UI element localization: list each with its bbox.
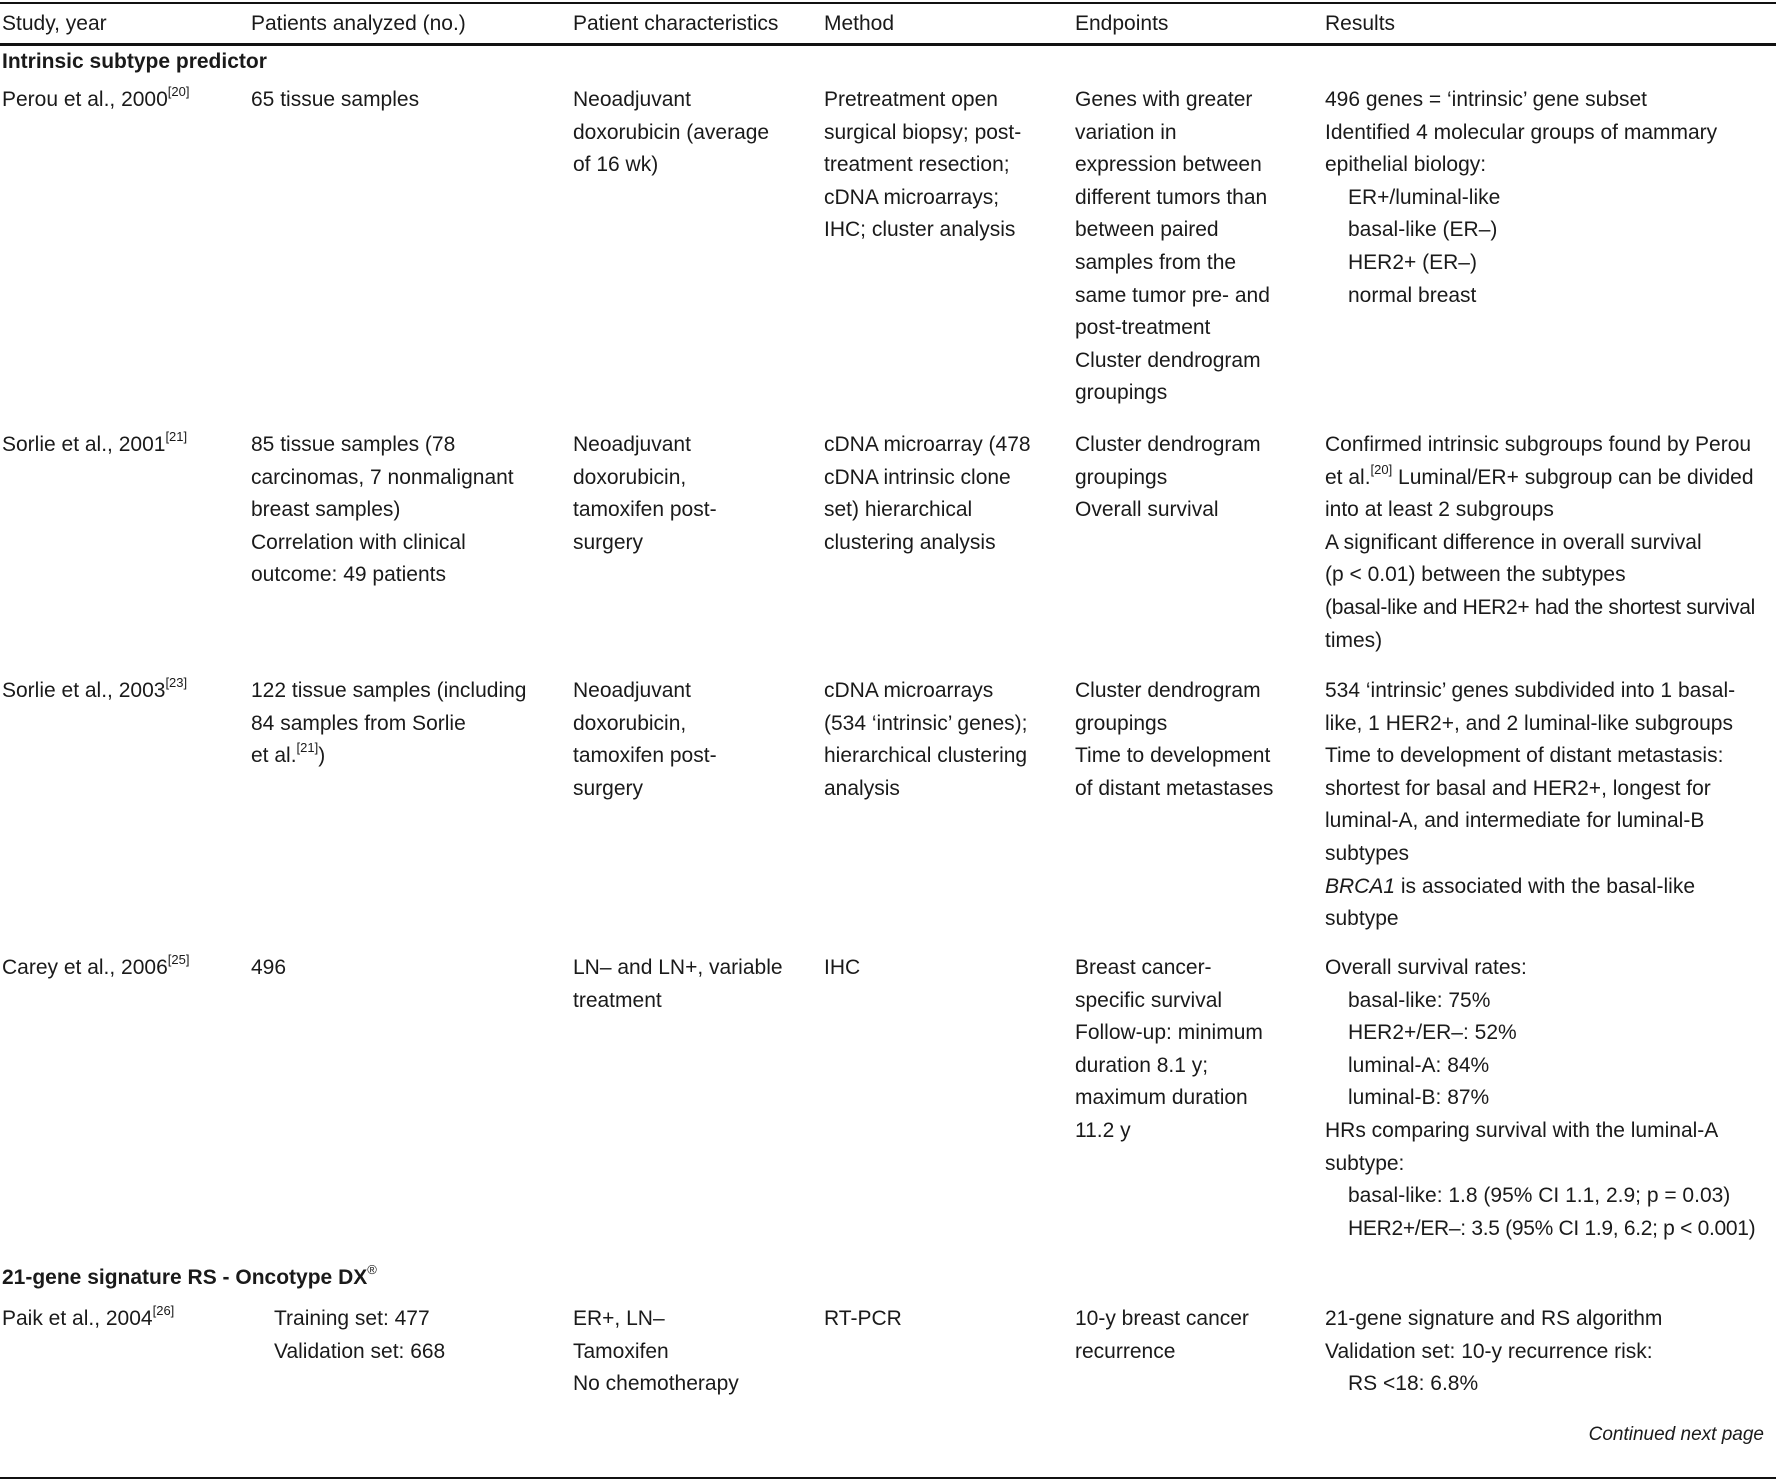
table-row-paik-characteristics: ER+, LN– Tamoxifen No chemotherapy: [573, 1307, 739, 1396]
table-row-perou-method: Pretreatment open surgical biopsy; post- treatment resection; cDNA microarrays; IHC; cluster analysis: [824, 88, 1022, 242]
table-row-sorlie2003-results: 534 ‘intrinsic’ genes subdivided into 1 basal- like, 1 HER2+, and 2 luminal-like subgroups Time to development of distant metastasis: shortest for basal and HER2+, longest for luminal-A, and intermediate for luminal-B subtypes BRCA1 is associated with the basal-like subtype: [1325, 679, 1736, 931]
table-row-sorlie2003-characteristics: Neoadjuvant doxorubicin, tamoxifen post- surgery: [573, 679, 717, 800]
table-row-carey-characteristics: LN– and LN+, variable treatment: [573, 956, 783, 1012]
header-study-year: Study, year: [2, 12, 107, 35]
header-endpoints: Endpoints: [1075, 12, 1169, 35]
header-results: Results: [1325, 12, 1396, 35]
section-title-oncotype: 21-gene signature RS - Oncotype DX®: [2, 1262, 377, 1289]
header-patient-characteristics: Patient characteristics: [573, 12, 779, 35]
table-row-sorlie2003-endpoints: Cluster dendrogram groupings Time to development of distant metastases: [1075, 679, 1274, 800]
table-row-sorlie2001-results: Confirmed intrinsic subgroups found by Perou et al.[20] Luminal/ER+ subgroup can be divided into at least 2 subgroups A significant difference in overall survival (p < 0.01) between the subtypes (basal-like and HER2+ had the shortest survival times): [1325, 433, 1756, 652]
continued-note: Continued next page: [1588, 1424, 1764, 1445]
table-row-perou-characteristics: Neoadjuvant doxorubicin (average of 16 wk): [573, 88, 770, 177]
table-row-perou-patients: 65 tissue samples: [251, 88, 420, 111]
table-row-sorlie2001-endpoints: Cluster dendrogram groupings Overall survival: [1075, 433, 1261, 522]
table-row-sorlie2003-method: cDNA microarrays (534 ‘intrinsic’ genes); hierarchical clustering analysis: [824, 679, 1028, 800]
section-title-intrinsic: Intrinsic subtype predictor: [2, 50, 267, 73]
table-row-carey-patients: 496: [251, 956, 287, 979]
table-row-carey-method: IHC: [824, 956, 861, 979]
table-row-carey-study: Carey et al., 2006[25]: [2, 952, 190, 979]
table-row-sorlie2003-patients: 122 tissue samples (including 84 samples from Sorlie et al.[21]): [251, 679, 527, 768]
table-row-paik-patients: Training set: 477 Validation set: 668: [274, 1307, 446, 1363]
table-row-paik-endpoints: 10-y breast cancer recurrence: [1075, 1307, 1249, 1363]
table-row-perou-results: 496 genes = ‘intrinsic’ gene subset Identified 4 molecular groups of mammary epithelial biology: ER+/luminal-like basal-like (ER–) HER2+ (ER–) normal breast: [1325, 88, 1718, 307]
table-row-sorlie2001-patients: 85 tissue samples (78 carcinomas, 7 nonmalignant breast samples) Correlation with clinical outcome: 49 patients: [251, 433, 514, 587]
table-row-paik-method: RT-PCR: [824, 1307, 902, 1330]
table-row-perou-endpoints: Genes with greater variation in expression between different tumors than between paired samples from the same tumor pre- and post-treatment Cluster dendrogram groupings: [1075, 88, 1270, 405]
table-row-sorlie2001-method: cDNA microarray (478 cDNA intrinsic clone set) hierarchical clustering analysis: [824, 433, 1031, 554]
table-row-sorlie2001-study: Sorlie et al., 2001[21]: [2, 429, 188, 456]
table-row-carey-results: Overall survival rates: basal-like: 75% HER2+/ER–: 52% luminal-A: 84% luminal-B: 87% HRs comparing survival with the luminal-A subtype: basal-like: 1.8 (95% CI 1.1, 2.9; p = 0.03) HER2+/ER–: 3.5 (95% CI 1.9, 6.2; p < 0.001): [1325, 956, 1756, 1240]
table-row-sorlie2003-study: Sorlie et al., 2003[23]: [2, 675, 188, 702]
header-patients-analyzed: Patients analyzed (no.): [251, 12, 466, 35]
table-row-paik-results: 21-gene signature and RS algorithm Validation set: 10-y recurrence risk: RS <18: 6.8%: [1325, 1307, 1663, 1396]
table-row-perou-study: Perou et al., 2000[20]: [2, 84, 190, 111]
table-bottom-rule: [0, 1477, 1776, 1479]
table-row-paik-study: Paik et al., 2004[26]: [2, 1303, 175, 1330]
header-method: Method: [824, 12, 895, 35]
table-row-sorlie2001-characteristics: Neoadjuvant doxorubicin, tamoxifen post- surgery: [573, 433, 717, 554]
table-top-rule: [0, 2, 1776, 4]
table-row-carey-endpoints: Breast cancer- specific survival Follow-up: minimum duration 8.1 y; maximum duration 11.2 y: [1075, 956, 1263, 1142]
